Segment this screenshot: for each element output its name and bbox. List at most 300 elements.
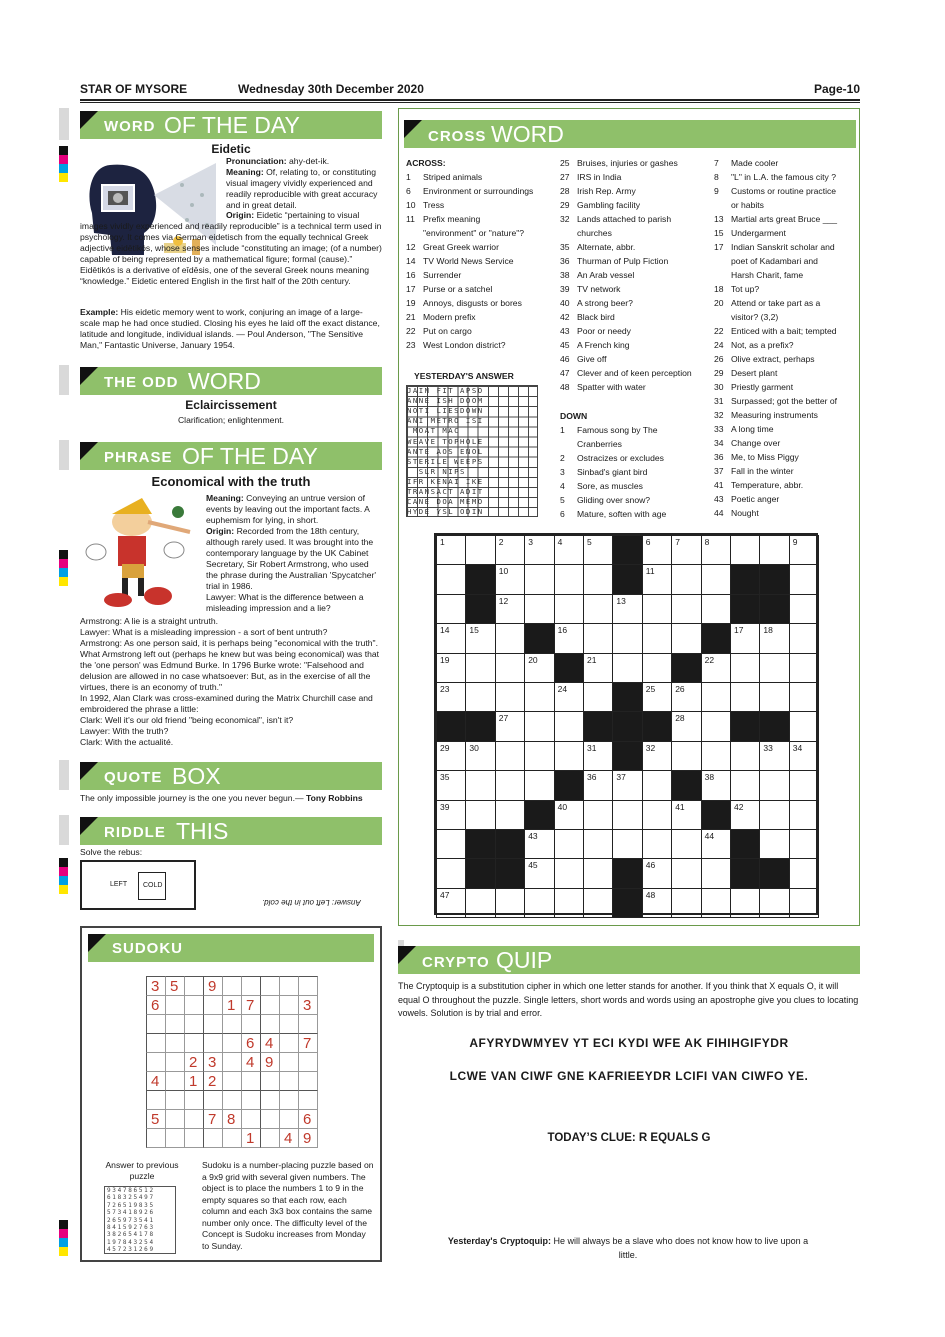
crossword-cell[interactable] — [789, 623, 819, 653]
crossword-cell[interactable] — [436, 888, 466, 918]
crossword-cell[interactable] — [642, 623, 672, 653]
sudoku-cell[interactable] — [279, 1128, 299, 1148]
clue-number: 4 — [560, 481, 565, 491]
crossword-cell[interactable] — [759, 829, 789, 859]
crossword-cell[interactable] — [701, 829, 731, 859]
crossword-cell-number: 12 — [498, 595, 509, 606]
crossword-cell[interactable] — [554, 594, 584, 624]
crossword-cell[interactable] — [554, 800, 584, 830]
clue-text: Change over — [731, 438, 781, 448]
crossword-cell[interactable] — [701, 888, 731, 918]
sudoku-cell[interactable] — [298, 1090, 318, 1110]
crossword-cell[interactable] — [642, 594, 672, 624]
crossword-cell[interactable] — [554, 564, 584, 594]
crossword-cell-number: 19 — [440, 654, 450, 665]
crossword-cell[interactable] — [465, 800, 495, 830]
crossword-cell[interactable] — [554, 829, 584, 859]
crossword-cell[interactable] — [789, 858, 819, 888]
sudoku-given: 6 — [246, 1035, 255, 1052]
clue-text: "environment" or "nature"? — [423, 228, 525, 238]
crossword-cell[interactable] — [524, 888, 554, 918]
crossword-cell[interactable] — [495, 741, 525, 771]
crossword-cell[interactable] — [436, 741, 466, 771]
crossword-cell[interactable] — [701, 594, 731, 624]
sudoku-cell[interactable] — [165, 1071, 185, 1091]
sudoku-given: 9 — [265, 1054, 274, 1071]
sudoku-cell[interactable] — [241, 976, 261, 996]
crossword-cell[interactable] — [436, 800, 466, 830]
crossword-cell[interactable] — [701, 711, 731, 741]
crossword-cell[interactable] — [701, 653, 731, 683]
clue-text: Irish Rep. Army — [577, 186, 636, 196]
sudoku-cell[interactable] — [241, 1090, 261, 1110]
sudoku-cell[interactable] — [279, 1052, 299, 1072]
crossword-cell[interactable] — [436, 623, 466, 653]
crossword-cell-number: 39 — [440, 801, 450, 812]
sudoku-cell[interactable] — [298, 1014, 318, 1034]
prev-answer-row: 573418926 — [107, 1209, 155, 1217]
crossword-black-cell — [612, 711, 642, 741]
crossword-cell[interactable] — [524, 829, 554, 859]
crossword-cell[interactable] — [789, 829, 819, 859]
crossword-cell[interactable] — [701, 770, 731, 800]
crossword-cell[interactable] — [789, 770, 819, 800]
side-bar — [59, 815, 69, 845]
crossword-cell[interactable] — [554, 711, 584, 741]
sudoku-cell[interactable] — [298, 1128, 318, 1148]
sudoku-cell[interactable] — [222, 1014, 242, 1034]
crossword-cell[interactable] — [583, 682, 613, 712]
crossword-cell[interactable] — [642, 682, 672, 712]
banner-title: THIS — [176, 818, 229, 844]
clue-item — [714, 422, 860, 436]
crossword-cell[interactable] — [759, 770, 789, 800]
sudoku-cell[interactable] — [203, 1014, 223, 1034]
crossword-cell[interactable] — [759, 682, 789, 712]
crossword-cell[interactable] — [642, 829, 672, 859]
sudoku-cell[interactable] — [298, 1052, 318, 1072]
sudoku-cell[interactable] — [146, 995, 166, 1015]
clue-number: 35 — [560, 242, 570, 252]
sudoku-cell[interactable] — [260, 995, 280, 1015]
clue-number: 25 — [560, 158, 570, 168]
sudoku-cell[interactable] — [146, 1090, 166, 1110]
crossword-cell[interactable] — [524, 741, 554, 771]
sudoku-cell[interactable] — [241, 995, 261, 1015]
crossword-cell[interactable] — [583, 888, 613, 918]
crossword-black-cell — [612, 858, 642, 888]
sudoku-cell[interactable] — [222, 995, 242, 1015]
sudoku-cell[interactable] — [184, 1071, 204, 1091]
crossword-cell[interactable] — [524, 711, 554, 741]
sudoku-cell[interactable] — [146, 1014, 166, 1034]
clue-item — [406, 268, 556, 282]
crossword-cell[interactable] — [554, 623, 584, 653]
sudoku-given: 3 — [208, 1054, 217, 1071]
clue-item — [714, 184, 860, 198]
sudoku-cell[interactable] — [260, 1071, 280, 1091]
page-number: Page-10 — [813, 82, 860, 96]
crossword-cell-number: 3 — [528, 537, 533, 547]
sudoku-cell[interactable] — [260, 1014, 280, 1034]
down-clues-col3 — [714, 156, 860, 520]
clue-item — [560, 479, 710, 493]
crossword-cell[interactable] — [671, 682, 701, 712]
sudoku-cell[interactable] — [260, 976, 280, 996]
crossword-cell[interactable] — [671, 741, 701, 771]
sudoku-cell[interactable] — [298, 1033, 318, 1053]
crossword-black-cell — [759, 858, 789, 888]
crossword-cell[interactable] — [642, 741, 672, 771]
crossword-cell[interactable] — [465, 653, 495, 683]
clue-text: Cranberries — [577, 439, 622, 449]
crossword-cell[interactable] — [642, 535, 672, 565]
crossword-cell[interactable] — [671, 594, 701, 624]
crossword-cell[interactable] — [524, 682, 554, 712]
crossword-black-cell — [612, 888, 642, 918]
sudoku-cell[interactable] — [184, 1128, 204, 1148]
clue-item — [406, 170, 556, 184]
meaning-label: Meaning: — [226, 167, 264, 177]
crossword-cell[interactable] — [642, 888, 672, 918]
sudoku-cell[interactable] — [298, 1109, 318, 1129]
crossword-cell[interactable] — [524, 770, 554, 800]
sudoku-cell[interactable] — [279, 976, 299, 996]
sudoku-cell[interactable] — [184, 1014, 204, 1034]
sudoku-cell[interactable] — [203, 1128, 223, 1148]
crossword-cell[interactable] — [495, 682, 525, 712]
sudoku-cell[interactable] — [260, 1090, 280, 1110]
origin-text: Recorded from the 18th century, although rarely used. It was brought into the contemporary language by the UK Cabinet Secretary, Sir Robert Armstrong, who used the phrase during the Australian 'Spycatcher' trial in 1986. — [206, 526, 377, 591]
crossword-cell[interactable] — [759, 888, 789, 918]
sudoku-cell[interactable] — [146, 1109, 166, 1129]
crossword-cell[interactable] — [730, 623, 760, 653]
sudoku-given: 7 — [246, 997, 255, 1014]
sudoku-grid[interactable] — [146, 976, 317, 1147]
dialogue-line: Lawyer: With the truth? — [80, 726, 169, 736]
sudoku-cell[interactable] — [241, 1071, 261, 1091]
yesterday-row: NOTI LIESDOWN — [407, 406, 484, 416]
crossword-cell[interactable] — [671, 711, 701, 741]
crossword-cell[interactable] — [524, 858, 554, 888]
sudoku-cell[interactable] — [165, 1052, 185, 1072]
sudoku-cell[interactable] — [298, 1071, 318, 1091]
crossword-cell[interactable] — [789, 888, 819, 918]
crossword-cell[interactable] — [554, 741, 584, 771]
crossword-cell-number: 42 — [734, 801, 744, 812]
crossword-cell[interactable] — [612, 653, 642, 683]
crossword-cell[interactable] — [701, 741, 731, 771]
crossword-cell[interactable] — [554, 858, 584, 888]
crossword-cell-number: 33 — [763, 742, 773, 753]
crossword-cell[interactable] — [583, 653, 613, 683]
clue-number: 32 — [560, 214, 570, 224]
sudoku-cell[interactable] — [222, 1128, 242, 1148]
clue-text: Black bird — [577, 312, 615, 322]
clue-text: Harsh Charit, fame — [731, 270, 804, 280]
crossword-cell[interactable] — [583, 535, 613, 565]
crossword-cell[interactable] — [465, 770, 495, 800]
crossword-cell[interactable] — [789, 711, 819, 741]
sudoku-cell[interactable] — [165, 995, 185, 1015]
crossword-cell[interactable] — [495, 535, 525, 565]
crossword-cell[interactable] — [495, 594, 525, 624]
crossword-grid[interactable] — [434, 533, 818, 915]
crossword-cell[interactable] — [789, 564, 819, 594]
crossword-cell[interactable] — [436, 829, 466, 859]
sudoku-cell[interactable] — [165, 1109, 185, 1129]
sudoku-cell[interactable] — [222, 1052, 242, 1072]
crossword-cell[interactable] — [495, 800, 525, 830]
clue-number: 17 — [714, 242, 724, 252]
sudoku-cell[interactable] — [165, 1128, 185, 1148]
crossword-cell[interactable] — [642, 800, 672, 830]
sudoku-cell[interactable] — [241, 1014, 261, 1034]
dialogue-line: In 1992, Alan Clark was cross-examined during the Matrix Churchill case and embroidered the phrase a little: — [80, 693, 373, 714]
crossword-cell[interactable] — [789, 535, 819, 565]
crossword-cell[interactable] — [436, 770, 466, 800]
sudoku-cell[interactable] — [146, 1052, 166, 1072]
sudoku-cell[interactable] — [203, 1090, 223, 1110]
sudoku-cell[interactable] — [279, 1109, 299, 1129]
sudoku-cell[interactable] — [203, 1033, 223, 1053]
crossword-cell[interactable] — [612, 800, 642, 830]
sudoku-cell[interactable] — [260, 1109, 280, 1129]
crossword-cell[interactable] — [671, 888, 701, 918]
clue-text: Surpassed; got the better of — [731, 396, 838, 406]
crossword-cell[interactable] — [465, 888, 495, 918]
crossword-cell[interactable] — [642, 564, 672, 594]
crossword-cell[interactable] — [583, 770, 613, 800]
clue-text: Made cooler — [731, 158, 779, 168]
crossword-cell[interactable] — [671, 800, 701, 830]
crossword-cell[interactable] — [583, 829, 613, 859]
crossword-cell[interactable] — [583, 800, 613, 830]
sudoku-cell[interactable] — [260, 1128, 280, 1148]
crossword-cell-number: 15 — [469, 625, 479, 636]
crossword-cell[interactable] — [612, 829, 642, 859]
crossword-cell-number: 21 — [587, 654, 597, 665]
crossword-cell[interactable] — [759, 623, 789, 653]
crossword-cell[interactable] — [730, 682, 760, 712]
word-of-day-word: Eidetic — [211, 142, 251, 156]
crossword-cell[interactable] — [671, 623, 701, 653]
crossword-cell[interactable] — [759, 741, 789, 771]
sudoku-cell[interactable] — [203, 1071, 223, 1091]
crossword-cell[interactable] — [642, 653, 672, 683]
clue-text: Fall in the winter — [731, 466, 794, 476]
crossword-cell[interactable] — [524, 564, 554, 594]
sudoku-cell[interactable] — [184, 995, 204, 1015]
prev-answer-row: 457231269 — [107, 1246, 155, 1254]
sudoku-cell[interactable] — [241, 1109, 261, 1129]
sudoku-given: 7 — [303, 1035, 312, 1052]
clue-text: "L" in L.A. the famous city ? — [731, 172, 836, 182]
sudoku-cell[interactable] — [279, 1014, 299, 1034]
crossword-cell[interactable] — [759, 653, 789, 683]
crossword-cell[interactable] — [583, 594, 613, 624]
crossword-cell[interactable] — [583, 741, 613, 771]
sudoku-cell[interactable] — [298, 995, 318, 1015]
crossword-cell[interactable] — [495, 653, 525, 683]
crossword-cell[interactable] — [730, 770, 760, 800]
crossword-cell[interactable] — [554, 888, 584, 918]
sudoku-cell[interactable] — [260, 1033, 280, 1053]
crossword-cell[interactable] — [436, 594, 466, 624]
sudoku-cell[interactable] — [260, 1052, 280, 1072]
crossword-cell[interactable] — [701, 564, 731, 594]
sudoku-cell[interactable] — [241, 1052, 261, 1072]
dialogue-line: Lawyer: What is the difference between a misleading impression and a lie? — [206, 592, 364, 613]
sudoku-cell[interactable] — [222, 976, 242, 996]
crossword-cell[interactable] — [789, 682, 819, 712]
cryptoquip-clue: TODAY’S CLUE: R EQUALS G — [547, 1132, 711, 1144]
crossword-cell[interactable] — [612, 594, 642, 624]
prev-answer-row: 934786512 — [107, 1187, 155, 1194]
clue-item — [560, 310, 710, 324]
crossword-cell[interactable] — [730, 535, 760, 565]
sudoku-cell[interactable] — [298, 976, 318, 996]
crossword-cell[interactable] — [465, 623, 495, 653]
crossword-cell[interactable] — [436, 535, 466, 565]
crossword-cell[interactable] — [495, 564, 525, 594]
crossword-cell[interactable] — [730, 653, 760, 683]
crossword-cell[interactable] — [495, 888, 525, 918]
crossword-cell[interactable] — [671, 829, 701, 859]
sudoku-cell[interactable] — [184, 1109, 204, 1129]
sudoku-cell[interactable] — [184, 1033, 204, 1053]
crossword-cell[interactable] — [495, 623, 525, 653]
sudoku-given: 4 — [151, 1073, 160, 1090]
sudoku-cell[interactable] — [222, 1090, 242, 1110]
sudoku-cell[interactable] — [279, 1090, 299, 1110]
side-bar — [59, 108, 69, 140]
crossword-cell[interactable] — [730, 741, 760, 771]
sudoku-given: 1 — [227, 997, 236, 1014]
sudoku-cell[interactable] — [146, 976, 166, 996]
crossword-cell[interactable] — [612, 770, 642, 800]
sudoku-cell[interactable] — [203, 1109, 223, 1129]
sudoku-cell[interactable] — [165, 1090, 185, 1110]
crossword-cell[interactable] — [436, 653, 466, 683]
crossword-cell[interactable] — [583, 564, 613, 594]
sudoku-cell[interactable] — [279, 1033, 299, 1053]
sudoku-cell[interactable] — [241, 1128, 261, 1148]
dialogue-line: Armstrong: As one person said, it is perhaps being "economical with the truth". What Armstrong left out (perhaps he knew but was being economical) was that the 'one person' was Edmund Burke. In 1796 Burke wrote: "Falsehood and delusion are allowed in no case whatsoever: But, as in the exercise of all the virtues, there is an economy of truth." — [80, 638, 380, 692]
sudoku-given: 1 — [189, 1073, 198, 1090]
clue-number: 36 — [714, 452, 724, 462]
crossword-cell[interactable] — [789, 594, 819, 624]
crossword-cell[interactable] — [642, 770, 672, 800]
crossword-cell[interactable] — [583, 858, 613, 888]
crossword-cell-number: 47 — [440, 889, 450, 900]
sudoku-cell[interactable] — [165, 1014, 185, 1034]
crossword-cell[interactable] — [789, 741, 819, 771]
sudoku-cell[interactable] — [203, 1052, 223, 1072]
crossword-cell[interactable] — [524, 594, 554, 624]
sudoku-cell[interactable] — [165, 1033, 185, 1053]
crossword-black-cell — [730, 858, 760, 888]
crossword-cell[interactable] — [524, 535, 554, 565]
crossword-cell[interactable] — [524, 653, 554, 683]
clue-item — [560, 507, 710, 521]
sudoku-cell[interactable] — [146, 1033, 166, 1053]
crossword-cell[interactable] — [495, 711, 525, 741]
crossword-cell[interactable] — [671, 858, 701, 888]
crossword-cell[interactable] — [554, 535, 584, 565]
sudoku-cell[interactable] — [241, 1033, 261, 1053]
crossword-black-cell — [554, 653, 584, 683]
crossword-cell-number: 38 — [704, 772, 715, 783]
crossword-cell[interactable] — [701, 535, 731, 565]
crossword-cell[interactable] — [465, 741, 495, 771]
crossword-cell[interactable] — [495, 770, 525, 800]
crossword-cell[interactable] — [436, 858, 466, 888]
crossword-cell[interactable] — [612, 623, 642, 653]
yesterday-row: JAIN FIT APSO — [407, 386, 484, 395]
sudoku-cell[interactable] — [184, 1052, 204, 1072]
crossword-cell[interactable] — [671, 535, 701, 565]
crossword-cell[interactable] — [759, 535, 789, 565]
clue-item — [714, 394, 860, 408]
sudoku-cell[interactable] — [203, 995, 223, 1015]
registration-marks — [59, 1220, 68, 1256]
crossword-cell[interactable] — [701, 858, 731, 888]
clue-item — [406, 240, 556, 254]
sudoku-given: 3 — [303, 997, 312, 1014]
clue-text: A French king — [577, 340, 630, 350]
crossword-cell[interactable] — [583, 623, 613, 653]
sudoku-cell[interactable] — [279, 995, 299, 1015]
sudoku-cell[interactable] — [146, 1071, 166, 1091]
odd-word-banner — [80, 367, 382, 395]
crossword-cell[interactable] — [730, 800, 760, 830]
crossword-cell[interactable] — [554, 682, 584, 712]
clue-item — [714, 268, 860, 282]
crossword-cell[interactable] — [730, 888, 760, 918]
sudoku-cell[interactable] — [279, 1071, 299, 1091]
sudoku-cell[interactable] — [222, 1109, 242, 1129]
crossword-cell[interactable] — [759, 800, 789, 830]
crossword-cell[interactable] — [436, 564, 466, 594]
pron-label: Pronunciation: — [226, 156, 287, 166]
crossword-cell[interactable] — [789, 653, 819, 683]
sudoku-cell[interactable] — [184, 976, 204, 996]
clue-item — [560, 254, 710, 268]
crossword-cell[interactable] — [789, 800, 819, 830]
crossword-cell[interactable] — [465, 682, 495, 712]
sudoku-cell[interactable] — [184, 1090, 204, 1110]
clue-text: IRS in India — [577, 172, 622, 182]
sudoku-cell[interactable] — [146, 1128, 166, 1148]
sudoku-cell[interactable] — [222, 1033, 242, 1053]
crossword-cell[interactable] — [436, 682, 466, 712]
clue-number: 43 — [560, 326, 570, 336]
sudoku-cell[interactable] — [222, 1071, 242, 1091]
sudoku-cell[interactable] — [203, 976, 223, 996]
clue-number: 1 — [560, 425, 565, 435]
crossword-black-cell — [759, 711, 789, 741]
clue-item — [560, 493, 710, 507]
clue-item — [714, 310, 860, 324]
meaning-text: Conveying an untrue version of events by leaving out the important facts. A euphemism for lying, in short. — [206, 493, 370, 525]
crossword-cell[interactable] — [701, 682, 731, 712]
crossword-cell[interactable] — [671, 564, 701, 594]
crossword-cell[interactable] — [642, 858, 672, 888]
example-text: His eidetic memory went to work, conjuring an image of a large-scale map he had once studied. Closing his eyes he laid off the exact distance, latitude and longitude, individual islands. — Poul Anderson, "The Sensitive Man," Fantastic Universe, January 1954. — [80, 307, 380, 350]
crossword-cell[interactable] — [465, 535, 495, 565]
sudoku-cell[interactable] — [165, 976, 185, 996]
